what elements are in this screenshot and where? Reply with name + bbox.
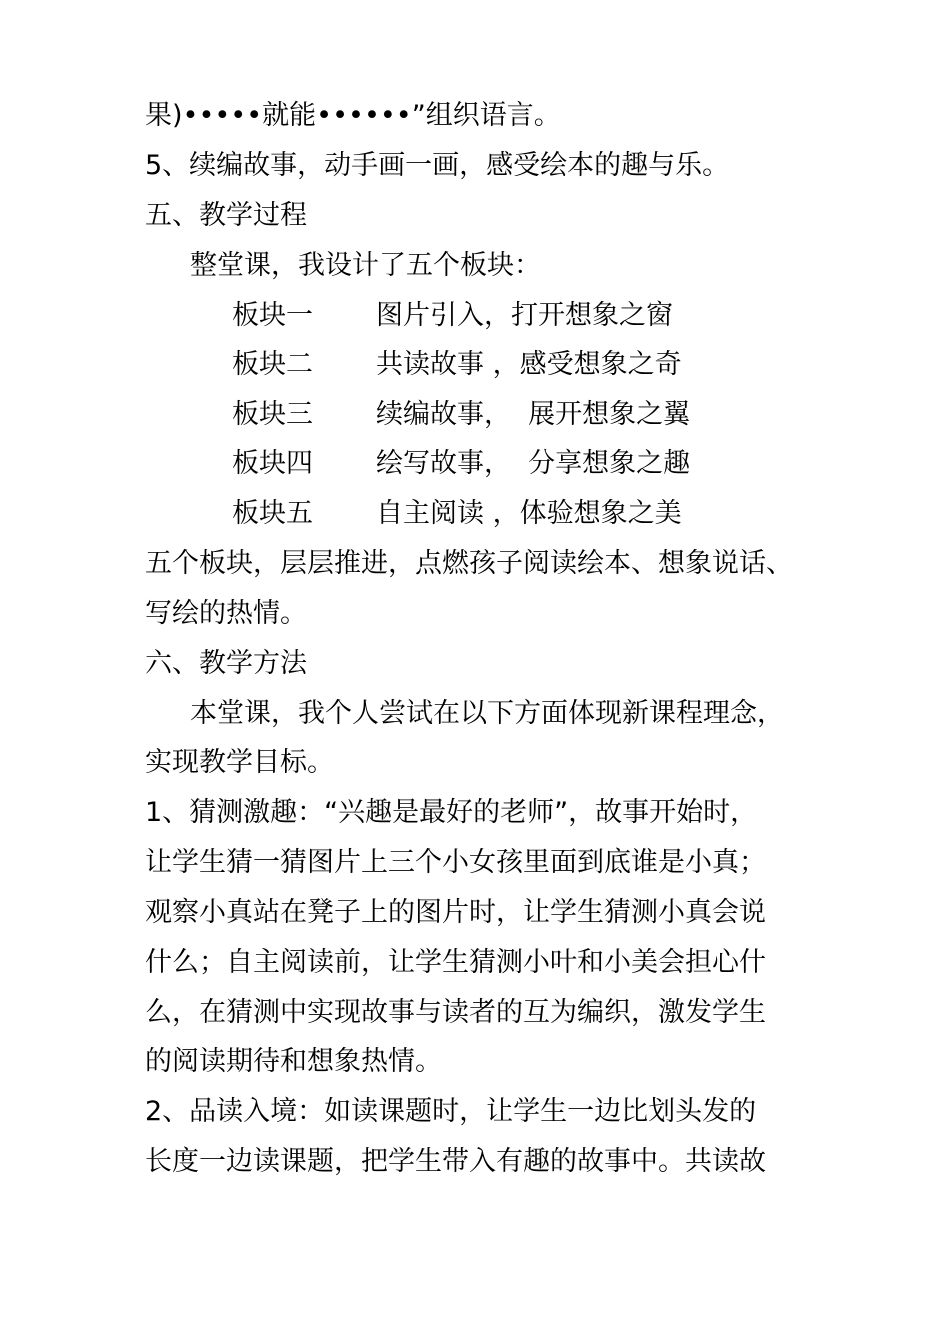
module-name: 板块一	[232, 300, 313, 331]
paragraph-line: 什么；自主阅读前，让学生猜测小叶和小美会担心什	[145, 947, 766, 978]
paragraph-line: 让学生猜一猜图片上三个小女孩里面到底谁是小真；	[145, 847, 766, 878]
module-description: 自主阅读 ，体验想象之美	[376, 498, 682, 529]
module-name: 板块五	[232, 498, 313, 529]
paragraph-line: 果)•••••就能••••••”组织语言。	[145, 100, 561, 131]
paragraph-line: 五个板块，层层推进，点燃孩子阅读绘本、想象说话、	[145, 548, 793, 579]
paragraph-line: 写绘的热情。	[145, 598, 307, 629]
paragraph-line: 的阅读期待和想象热情。	[145, 1046, 442, 1077]
module-description: 续编故事， 展开想象之翼	[376, 399, 691, 430]
section-heading: 六、教学方法	[145, 648, 307, 679]
section-heading: 五、教学过程	[145, 200, 307, 231]
module-name: 板块二	[232, 349, 313, 380]
paragraph-line: 整堂课，我设计了五个板块：	[190, 250, 541, 281]
paragraph-line: 本堂课，我个人尝试在以下方面体现新课程理念，	[190, 698, 784, 729]
module-description: 绘写故事， 分享想象之趣	[376, 448, 691, 479]
paragraph-line: 5、续编故事，动手画一画，感受绘本的趣与乐。	[145, 150, 730, 181]
paragraph-line: 长度一边读课题，把学生带入有趣的故事中。共读故	[145, 1146, 766, 1177]
module-name: 板块三	[232, 399, 313, 430]
paragraph-line: 1、猜测激趣：“兴趣是最好的老师”，故事开始时，	[145, 797, 758, 828]
paragraph-line: 2、品读入境：如读课题时，让学生一边比划头发的	[145, 1096, 757, 1127]
module-name: 板块四	[232, 448, 313, 479]
paragraph-line: 实现教学目标。	[145, 747, 334, 778]
paragraph-line: 观察小真站在凳子上的图片时，让学生猜测小真会说	[145, 897, 766, 928]
module-description: 图片引入，打开想象之窗	[376, 300, 673, 331]
module-description: 共读故事 ，感受想象之奇	[376, 349, 682, 380]
paragraph-line: 么，在猜测中实现故事与读者的互为编织，激发学生	[145, 997, 766, 1028]
